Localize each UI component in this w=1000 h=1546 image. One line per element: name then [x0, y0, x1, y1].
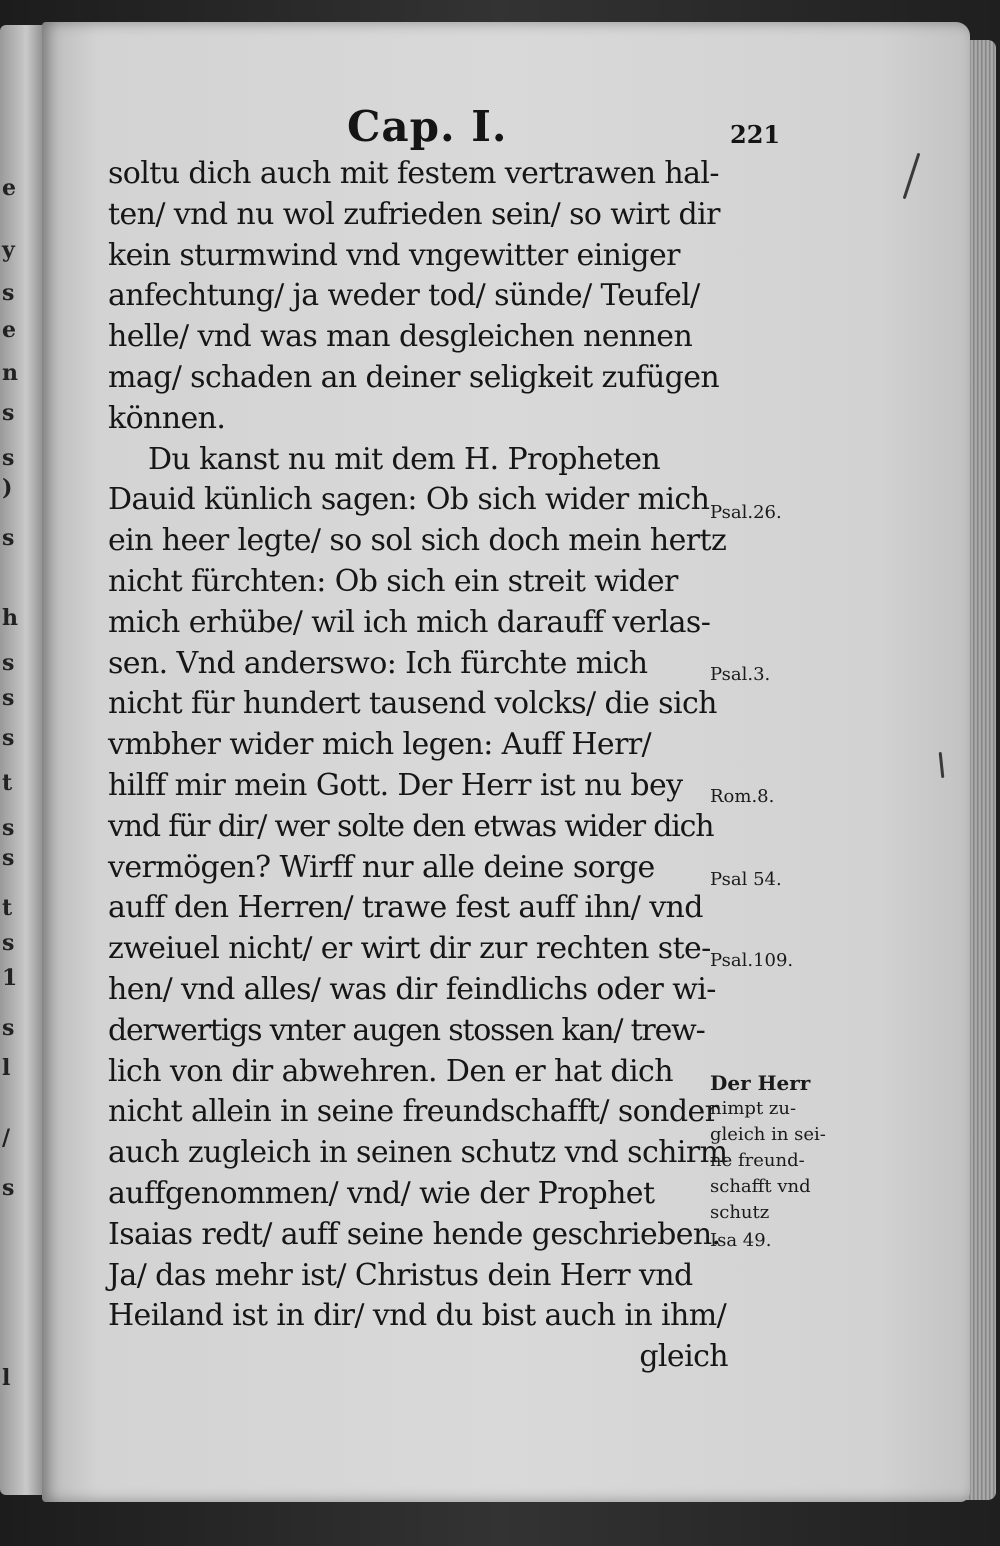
prev-page-fragment: / [2, 1125, 11, 1151]
text-line: ten/ vnd nu wol zufrieden sein/ so wirt dir [108, 196, 720, 232]
margin-note: schutz [710, 1202, 770, 1223]
text-line: auff den Herren/ trawe fest auff ihn/ vnd [108, 890, 703, 926]
running-head: Cap. I. [347, 102, 508, 151]
text-line: auffgenommen/ vnd/ wie der Prophet [108, 1175, 655, 1211]
margin-note: nimpt zu- [710, 1098, 797, 1119]
text-line: vermögen? Wirff nur alle deine sorge [108, 849, 655, 885]
text-line: kein sturmwind vnd vngewitter einiger [108, 237, 680, 273]
prev-page-fragment: h [2, 605, 18, 631]
prev-page-fragment: t [2, 895, 13, 921]
prev-page-fragment: n [2, 360, 18, 386]
catchword: gleich [639, 1339, 728, 1375]
book-page [42, 22, 970, 1502]
prev-page-fragment: l [2, 1365, 11, 1391]
text-line: hilff mir mein Gott. Der Herr ist nu bey [108, 767, 683, 803]
prev-page-fragment: e [2, 175, 16, 201]
text-line: vmbher wider mich legen: Auff Herr/ [108, 727, 652, 763]
text-line: helle/ vnd was man desgleichen nennen [108, 319, 693, 355]
text-line: nicht für hundert tausend volcks/ die sich [108, 686, 717, 722]
text-line: Dauid künlich sagen: Ob sich wider mich [108, 482, 710, 518]
body-text [108, 156, 728, 1380]
text-line: können. [108, 400, 226, 436]
text-line: lich von dir abwehren. Den er hat dich [108, 1053, 673, 1089]
page-header [42, 102, 970, 162]
text-line: derwertigs vnter augen stossen kan/ trew- [108, 1012, 705, 1048]
page-stack-edge [966, 40, 996, 1500]
prev-page-fragment: 1 [2, 965, 18, 991]
text-line: auch zugleich in seinen schutz vnd schirm [108, 1135, 728, 1171]
prev-page-fragment: s [2, 525, 15, 551]
margin-note: Rom.8. [710, 786, 775, 807]
text-line: zweiuel nicht/ er wirt dir zur rechten ste- [108, 931, 711, 967]
margin-note: Psal.109. [710, 950, 794, 971]
prev-page-fragment: t [2, 770, 13, 796]
prev-page-fragment: s [2, 1175, 15, 1201]
margin-note: Psal.3. [710, 664, 771, 685]
prev-page-fragment: s [2, 725, 15, 751]
prev-page-fragment: y [2, 237, 15, 263]
margin-note: schafft vnd [710, 1176, 811, 1197]
prev-page-fragment: ) [2, 475, 13, 501]
prev-page-fragment: s [2, 815, 15, 841]
prev-page-fragment: s [2, 400, 15, 426]
text-line: Heiland ist in dir/ vnd du bist auch in ihm/ [108, 1298, 727, 1334]
text-line: Du kanst nu mit dem H. Propheten [148, 441, 661, 477]
text-line: soltu dich auch mit festem vertrawen hal- [108, 156, 719, 191]
prev-page-fragment: s [2, 845, 15, 871]
previous-page-edge [0, 25, 44, 1495]
text-line: Ja/ das mehr ist/ Christus dein Herr vnd [108, 1257, 693, 1293]
margin-note: Psal 54. [710, 869, 782, 890]
text-line: vnd für dir/ wer solte den etwas wider dich [108, 808, 714, 844]
margin-note: Psal.26. [710, 502, 782, 523]
page-number: 221 [730, 120, 781, 149]
prev-page-fragment: s [2, 445, 15, 471]
prev-page-fragment: s [2, 650, 15, 676]
prev-page-fragment: s [2, 1015, 15, 1041]
prev-page-fragment: s [2, 280, 15, 306]
text-line: Isaias redt/ auff seine hende geschrieben. [108, 1216, 721, 1252]
prev-page-fragment: l [2, 1055, 11, 1081]
prev-page-fragment: e [2, 317, 16, 343]
margin-note: Der Herr [710, 1071, 811, 1095]
text-line: anfechtung/ ja weder tod/ sünde/ Teufel/ [108, 278, 700, 314]
pen-mark [939, 752, 945, 778]
text-line: sen. Vnd anderswo: Ich fürchte mich [108, 645, 648, 681]
text-line: nicht fürchten: Ob sich ein streit wider [108, 563, 678, 599]
text-line: nicht allein in seine freundschafft/ sonder [108, 1094, 719, 1130]
text-line: ein heer legte/ so sol sich doch mein hertz [108, 523, 727, 559]
margin-note: Isa 49. [710, 1230, 772, 1251]
text-line: mich erhübe/ wil ich mich darauff verlas- [108, 604, 711, 640]
text-line: hen/ vnd alles/ was dir feindlichs oder wi- [108, 971, 716, 1007]
prev-page-fragment: s [2, 930, 15, 956]
margin-note: ne freund- [710, 1150, 805, 1171]
margin-note: gleich in sei- [710, 1124, 826, 1145]
prev-page-fragment: s [2, 685, 15, 711]
text-line: mag/ schaden an deiner seligkeit zufügen [108, 359, 720, 395]
